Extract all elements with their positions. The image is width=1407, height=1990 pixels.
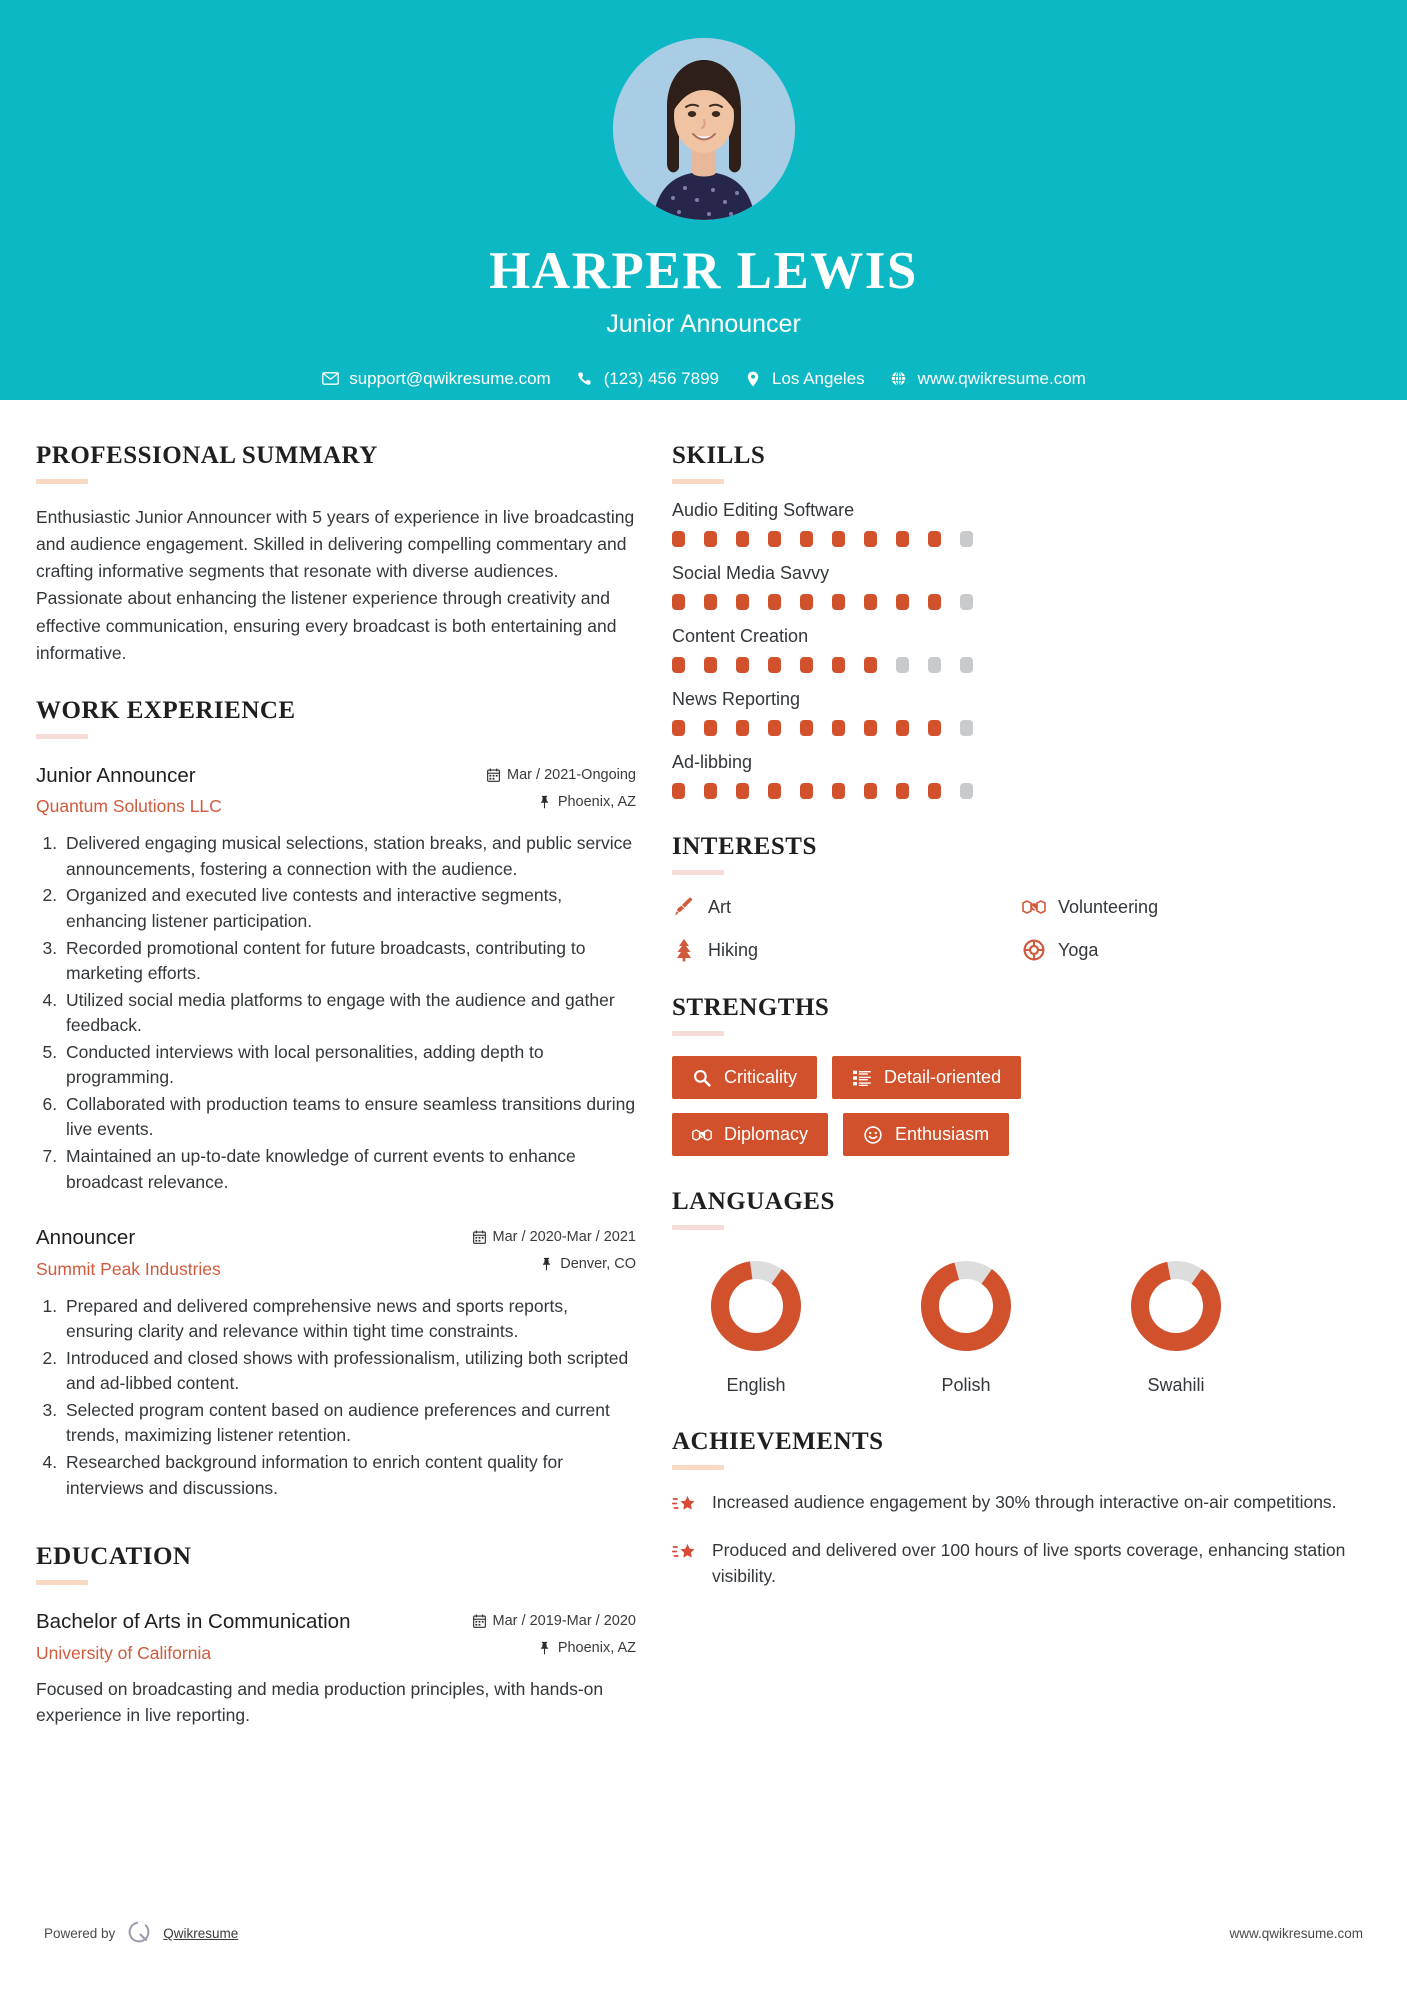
skill-dot-filled	[896, 594, 909, 610]
skill-name: Social Media Savvy	[672, 563, 830, 583]
pushpin-icon	[538, 795, 551, 809]
language-donut-chart	[706, 1256, 806, 1356]
skill-dot-filled	[736, 720, 749, 736]
skill-dot-filled	[704, 783, 717, 799]
list-item: 3. Recorded promotional content for future broadcasts, contributing to marketing efforts.	[62, 936, 636, 987]
work-dates-line	[487, 767, 636, 783]
skill-dot-empty	[960, 783, 973, 799]
language-label: Swahili	[1147, 1375, 1205, 1395]
skill-dot-filled	[672, 720, 685, 736]
section-rule	[672, 1031, 724, 1036]
section-education	[36, 1543, 636, 1728]
handshake-icon	[1022, 895, 1046, 919]
skill-name: Content Creation	[672, 626, 809, 646]
list-item: 2. Organized and executed live contests and interactive segments, enhancing listener participation.	[62, 883, 636, 934]
pushpin-icon	[538, 1641, 551, 1655]
section-rule	[672, 1465, 724, 1470]
interests-grid	[672, 895, 1372, 962]
resume-body	[0, 400, 1407, 1738]
language-label: Polish	[941, 1375, 991, 1395]
pushpin-icon	[540, 1257, 553, 1271]
section-title-summary: PROFESSIONAL SUMMARY	[36, 442, 378, 469]
qwikresume-logo-icon	[126, 1919, 152, 1948]
contact-row	[321, 369, 1086, 389]
skill-dot-filled	[864, 594, 877, 610]
skill-item	[672, 752, 1372, 799]
work-location-line	[473, 1256, 636, 1272]
skill-item	[672, 626, 1372, 673]
achievement-text: Produced and delivered over 100 hours of live sports coverage, enhancing station visibility.	[712, 1540, 1346, 1586]
calendar-icon	[473, 1230, 486, 1244]
section-title-education: EDUCATION	[36, 1543, 192, 1571]
skill-dot-empty	[960, 594, 973, 610]
calendar-icon	[487, 768, 500, 782]
section-languages	[672, 1188, 1372, 1396]
strengths-list	[672, 1056, 1092, 1156]
interest-label: Yoga	[1058, 939, 1099, 960]
contact-phone-text: (123) 456 7899	[603, 368, 720, 388]
strength-badge-detail-oriented	[832, 1056, 1021, 1099]
list-item: 4. Researched background information to enrich content quality for interviews and discussions.	[62, 1450, 636, 1501]
achievement-text: Increased audience engagement by 30% through interactive on-air competitions.	[712, 1492, 1337, 1512]
skill-dot-filled	[736, 657, 749, 673]
skill-dot-filled	[928, 783, 941, 799]
contact-email-text: support@qwikresume.com	[349, 368, 551, 388]
skill-dot-filled	[800, 594, 813, 610]
shooting-star-icon	[672, 1540, 698, 1566]
list-item: 5. Conducted interviews with local personalities, adding depth to programming.	[62, 1040, 636, 1091]
skill-dot-empty	[960, 531, 973, 547]
skill-dot-filled	[864, 657, 877, 673]
skill-dot-filled	[864, 531, 877, 547]
skill-dot-filled	[832, 531, 845, 547]
work-role: Junior Announcer	[36, 763, 196, 787]
skill-dot-filled	[928, 720, 941, 736]
shooting-star-icon	[672, 1492, 698, 1518]
language-donut-chart	[1126, 1256, 1226, 1356]
section-strengths	[672, 994, 1372, 1156]
section-achievements	[672, 1428, 1372, 1589]
language-donut-chart	[916, 1256, 1016, 1356]
contact-location[interactable]	[744, 369, 865, 389]
education-location: Phoenix, AZ	[557, 1640, 636, 1657]
section-title-interests: INTERESTS	[672, 833, 817, 860]
page-title: HARPER LEWIS	[489, 242, 918, 300]
skill-name: News Reporting	[672, 689, 801, 709]
footer-branding	[44, 1919, 238, 1948]
list-item: 1. Delivered engaging musical selections, station breaks, and public service announcements, fostering a connection with the audience.	[62, 831, 636, 882]
work-company: Summit Peak Industries	[36, 1258, 221, 1279]
skill-dot-filled	[704, 657, 717, 673]
language-item	[1092, 1256, 1260, 1396]
education-dates: Mar / 2019-Mar / 2020	[492, 1613, 636, 1630]
skill-item	[672, 563, 1372, 610]
skill-dot-filled	[704, 594, 717, 610]
magnifier-icon	[692, 1068, 712, 1088]
contact-phone[interactable]	[576, 369, 719, 389]
list-icon	[852, 1068, 872, 1088]
list-item: 4. Utilized social media platforms to engage with the audience and gather feedback.	[62, 988, 636, 1039]
skill-dot-empty	[896, 657, 909, 673]
skill-dot-filled	[672, 594, 685, 610]
strength-badge-enthusiasm	[843, 1113, 1009, 1156]
section-title-work: WORK EXPERIENCE	[36, 696, 296, 724]
skill-level-meter	[672, 657, 1372, 673]
section-title-skills: SKILLS	[672, 442, 766, 469]
skill-dot-filled	[672, 531, 685, 547]
interest-item-hiking	[672, 938, 1022, 962]
tree-icon	[672, 938, 696, 962]
education-description: Focused on broadcasting and media production principles, with hands-on experience in live reporting.	[36, 1678, 604, 1725]
skill-dot-filled	[896, 720, 909, 736]
interest-item-art	[672, 895, 1022, 919]
page-footer	[0, 1919, 1407, 1948]
life-ring-icon	[1022, 938, 1046, 962]
resume-header	[0, 0, 1407, 400]
skill-dot-filled	[832, 657, 845, 673]
skill-dot-filled	[864, 720, 877, 736]
section-professional-summary	[36, 442, 636, 667]
handshake-icon	[692, 1125, 712, 1145]
work-location: Denver, CO	[560, 1256, 636, 1273]
brand-link[interactable]: Qwikresume	[163, 1926, 239, 1941]
section-rule	[672, 479, 724, 484]
strength-label: Detail-oriented	[884, 1067, 1002, 1087]
strength-badge-criticality	[672, 1056, 817, 1099]
contact-website-text: www.qwikresume.com	[917, 368, 1086, 388]
footer-website[interactable]: www.qwikresume.com	[1229, 1926, 1363, 1941]
avatar	[613, 38, 795, 220]
skill-dot-empty	[960, 657, 973, 673]
skill-dot-filled	[800, 783, 813, 799]
achievement-item	[672, 1538, 1372, 1589]
work-bullets	[36, 1294, 636, 1501]
language-label: English	[726, 1375, 786, 1395]
education-dates-line	[473, 1613, 636, 1629]
skill-dot-filled	[768, 783, 781, 799]
phone-icon	[576, 370, 594, 388]
section-skills	[672, 442, 1372, 799]
achievement-item	[672, 1490, 1372, 1518]
section-rule	[36, 734, 88, 739]
smiley-icon	[863, 1125, 883, 1145]
work-location-line	[487, 794, 636, 810]
work-dates-line	[473, 1229, 636, 1245]
education-entry	[36, 1609, 636, 1728]
work-meta	[473, 1225, 636, 1272]
skill-dot-filled	[736, 783, 749, 799]
skill-dot-filled	[672, 783, 685, 799]
education-school: University of California	[36, 1642, 212, 1663]
skill-dot-filled	[800, 531, 813, 547]
envelope-icon	[321, 370, 339, 388]
skill-dot-filled	[928, 594, 941, 610]
interest-item-yoga	[1022, 938, 1372, 962]
interest-item-volunteering	[1022, 895, 1372, 919]
work-entry	[36, 763, 636, 1195]
contact-email[interactable]	[321, 369, 551, 389]
skills-list	[672, 500, 1372, 799]
strength-label: Criticality	[724, 1067, 798, 1087]
strength-label: Diplomacy	[724, 1124, 809, 1144]
skill-name: Audio Editing Software	[672, 500, 855, 520]
skill-dot-filled	[832, 594, 845, 610]
left-column	[36, 442, 636, 1738]
skill-dot-filled	[736, 594, 749, 610]
interest-label: Hiking	[708, 939, 759, 960]
section-rule	[672, 1225, 724, 1230]
list-item: 6. Collaborated with production teams to ensure seamless transitions during live events.	[62, 1092, 636, 1143]
strength-badge-diplomacy	[672, 1113, 828, 1156]
contact-location-text: Los Angeles	[772, 368, 865, 388]
skill-dot-filled	[800, 657, 813, 673]
paintbrush-icon	[672, 895, 696, 919]
strength-label: Enthusiasm	[895, 1124, 990, 1144]
skill-dot-empty	[928, 657, 941, 673]
job-title-subtitle: Junior Announcer	[606, 309, 801, 338]
languages-list	[672, 1256, 1372, 1396]
avatar-photo	[613, 38, 795, 220]
section-rule	[672, 870, 724, 875]
work-company: Quantum Solutions LLC	[36, 796, 222, 817]
skill-dot-filled	[704, 720, 717, 736]
skill-dot-filled	[800, 720, 813, 736]
section-title-strengths: STRENGTHS	[672, 994, 830, 1021]
interest-label: Volunteering	[1058, 896, 1159, 917]
skill-dot-filled	[768, 531, 781, 547]
skill-dot-filled	[672, 657, 685, 673]
skill-name: Ad-libbing	[672, 752, 753, 772]
skill-item	[672, 500, 1372, 547]
skill-dot-filled	[736, 531, 749, 547]
skill-level-meter	[672, 594, 1372, 610]
skill-dot-empty	[960, 720, 973, 736]
section-rule	[36, 1580, 88, 1585]
skill-level-meter	[672, 783, 1372, 799]
skill-dot-filled	[896, 531, 909, 547]
skill-level-meter	[672, 720, 1372, 736]
skill-dot-filled	[768, 594, 781, 610]
powered-by-label: Powered by	[44, 1926, 116, 1941]
globe-icon	[890, 370, 908, 388]
list-item: 7. Maintained an up-to-date knowledge of current events to enhance broadcast relevance.	[62, 1144, 636, 1195]
skill-item	[672, 689, 1372, 736]
location-pin-icon	[744, 370, 762, 388]
skill-dot-filled	[896, 783, 909, 799]
skill-level-meter	[672, 531, 1372, 547]
right-column	[672, 442, 1372, 1738]
section-interests	[672, 833, 1372, 962]
list-item: 1. Prepared and delivered comprehensive news and sports reports, ensuring clarity and relevance within tight time constraints.	[62, 1294, 636, 1345]
skill-dot-filled	[768, 657, 781, 673]
section-work-experience	[36, 697, 636, 1501]
contact-website[interactable]	[890, 369, 1086, 389]
work-bullets	[36, 831, 636, 1195]
skill-dot-filled	[864, 783, 877, 799]
list-item: 3. Selected program content based on audience preferences and current trends, maximizing listener retention.	[62, 1398, 636, 1449]
list-item: 2. Introduced and closed shows with professionalism, utilizing both scripted and ad-libbed content.	[62, 1346, 636, 1397]
work-entry	[36, 1225, 636, 1501]
interest-label: Art	[708, 896, 732, 917]
work-location: Phoenix, AZ	[557, 793, 636, 810]
skill-dot-filled	[704, 531, 717, 547]
skill-dot-filled	[832, 720, 845, 736]
section-rule	[36, 479, 88, 484]
skill-dot-filled	[768, 720, 781, 736]
work-role: Announcer	[36, 1226, 136, 1250]
language-item	[882, 1256, 1050, 1396]
work-dates: Mar / 2021-Ongoing	[507, 766, 636, 783]
section-title-languages: LANGUAGES	[672, 1188, 835, 1215]
skill-dot-filled	[928, 531, 941, 547]
education-meta	[473, 1609, 636, 1656]
summary-text: Enthusiastic Junior Announcer with 5 years of experience in live broadcasting and audience engagement. Skilled in delivering compelling commentary and crafting informative segments that resonate with diverse audiences. Passionate about enhancing the listener experience through creativity and effective communication, ensuring every broadcast is both entertaining and informative.	[36, 507, 635, 663]
work-meta	[487, 763, 636, 810]
calendar-icon	[473, 1614, 486, 1628]
language-item	[672, 1256, 840, 1396]
education-location-line	[473, 1640, 636, 1656]
skill-dot-filled	[832, 783, 845, 799]
section-title-achievements: ACHIEVEMENTS	[672, 1428, 884, 1455]
education-degree: Bachelor of Arts in Communication	[36, 1610, 351, 1634]
work-dates: Mar / 2020-Mar / 2021	[492, 1229, 636, 1246]
